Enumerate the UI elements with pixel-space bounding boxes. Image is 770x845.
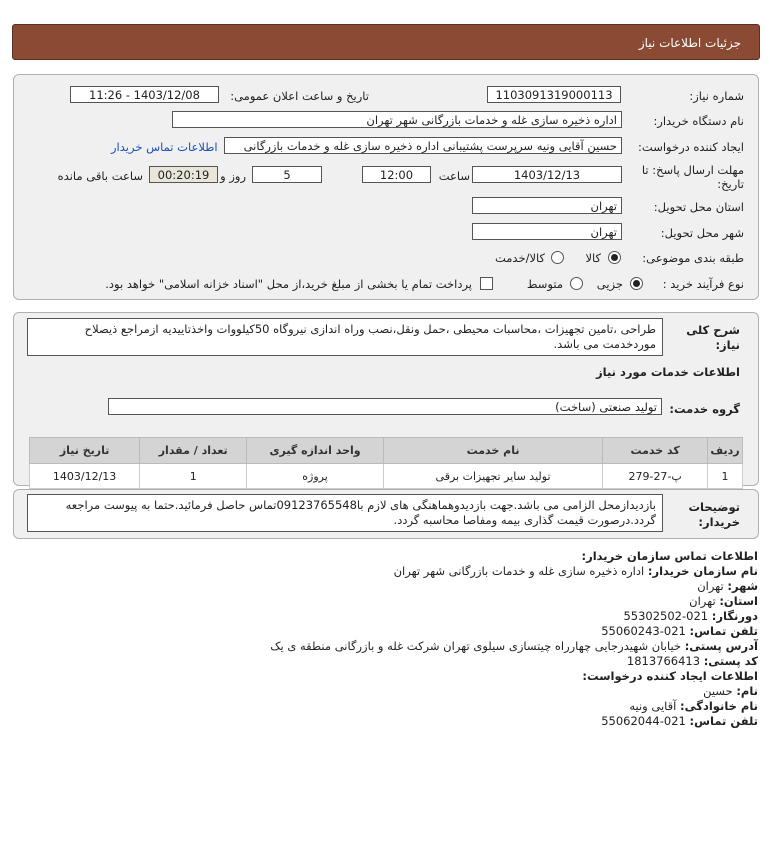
creator-phone: تلفن تماس: 021-55062044	[601, 714, 758, 728]
days-remaining-field: 5	[252, 166, 322, 183]
cell-row: 1	[708, 464, 743, 489]
category-goods-label: کالا	[585, 251, 601, 265]
deadline-date-label: تاریخ:	[717, 177, 744, 191]
cell-need-date: 1403/12/13	[30, 464, 140, 489]
col-service-code: کد خدمت	[603, 438, 708, 464]
creator-field: حسین آقایی ونیه سرپرست پشتیبانی اداره ذخیره سازی غله و خدمات بازرگانی	[224, 137, 622, 154]
contact-title: اطلاعات تماس سازمان خریدار:	[581, 549, 758, 563]
announce-date-field: 1403/12/08 - 11:26	[70, 86, 219, 103]
contact-org: نام سازمان خریدار: اداره ذخیره سازی غله و خدمات بازرگانی شهر تهران	[393, 564, 758, 578]
buyer-notes-label-2: خریدار:	[698, 515, 740, 529]
cell-quantity: 1	[140, 464, 247, 489]
need-number-label: شماره نیاز:	[689, 89, 744, 103]
page-title: جزئیات اطلاعات نیاز	[638, 36, 741, 50]
buyer-org-field: اداره ذخیره سازی غله و خدمات بازرگانی شهر تهران	[172, 111, 622, 128]
deadline-time-field: 12:00	[362, 166, 431, 183]
remaining-time-field: 00:20:19	[149, 166, 218, 183]
need-info-panel	[13, 74, 759, 300]
deadline-label: مهلت ارسال پاسخ: تا	[641, 163, 744, 177]
service-group-field: تولید صنعتی (ساخت)	[108, 398, 662, 415]
description-text: طراحی ،تامین تجهیزات ،محاسبات محیطی ،حمل ونقل،نصب وراه اندازی نیروگاه 50کیلووات واخذتاییدیه ازمراجع ذیصلاح موردخدمت می باشد.	[27, 318, 663, 356]
table-header-row	[30, 438, 743, 464]
creator-info-title: اطلاعات ایجاد کننده درخواست:	[582, 669, 758, 683]
creator-label: ایجاد کننده درخواست:	[638, 140, 744, 154]
city-field: تهران	[472, 223, 622, 240]
table-row	[30, 464, 743, 489]
col-need-date: تاریخ نیاز	[30, 438, 140, 464]
col-row: ردیف	[708, 438, 743, 464]
col-service-name: نام خدمت	[383, 438, 602, 464]
buyer-contact-link[interactable]: اطلاعات تماس خریدار	[111, 140, 218, 154]
cell-unit: پروژه	[247, 464, 384, 489]
days-label: روز و	[220, 169, 246, 183]
description-label: شرح کلی	[686, 323, 740, 337]
treasury-checkbox[interactable]	[480, 277, 493, 290]
services-table	[29, 437, 743, 489]
buyer-notes-text: بازدیدازمحل الزامی می باشد.جهت بازدیدوهماهنگی های لازم با09123765548تماس حاصل فرمائید.حتما به پیوست مراجعه گردد.درصورت قیمت گذاری بیمه ومفاصا محاسبه گردد.	[27, 494, 663, 532]
contact-postal: کد پستی: 1813766413	[626, 654, 758, 668]
category-goods-radio[interactable]	[608, 251, 621, 264]
process-label: نوع فرآیند خرید :	[662, 277, 744, 291]
contact-province: استان: تهران	[689, 594, 758, 608]
col-unit: واحد اندازه گیری	[247, 438, 384, 464]
announce-label: تاریخ و ساعت اعلان عمومی:	[230, 89, 369, 103]
city-label: شهر محل تحویل:	[660, 226, 744, 240]
category-goods-service-radio[interactable]	[551, 251, 564, 264]
services-section-title: اطلاعات خدمات مورد نیاز	[596, 365, 740, 379]
creator-first-name: نام: حسین	[703, 684, 758, 698]
province-field: تهران	[472, 197, 622, 214]
contact-phone: تلفن تماس: 021-55060243	[601, 624, 758, 638]
creator-last-name: نام خانوادگی: آقایی ونیه	[629, 699, 758, 713]
col-quantity: تعداد / مقدار	[140, 438, 247, 464]
process-medium-radio[interactable]	[570, 277, 583, 290]
province-label: استان محل تحویل:	[653, 200, 744, 214]
contact-address: آدرس پستی: خیابان شهیدرجایی چهارراه چیتسازی سیلوی تهران شرکت غله و بازرگانی منطقه ی یک	[270, 639, 758, 653]
description-label-2: نیاز:	[715, 338, 740, 352]
deadline-date-field: 1403/12/13	[472, 166, 622, 183]
need-number-field: 1103091319000113	[487, 86, 621, 103]
category-goods-service-label: کالا/خدمت	[494, 251, 545, 265]
cell-service-code: پ-27-279	[603, 464, 708, 489]
process-minor-radio[interactable]	[630, 277, 643, 290]
buyer-notes-label: توضیحات	[688, 500, 740, 514]
service-group-label: گروه خدمت:	[669, 402, 740, 416]
remaining-time-label: ساعت باقی مانده	[57, 169, 143, 183]
cell-service-name: تولید سایر تجهیزات برقی	[383, 464, 602, 489]
treasury-text: پرداخت تمام یا بخشی از مبلغ خرید،از محل "اسناد خزانه اسلامی" خواهد بود.	[105, 277, 472, 291]
page-header	[12, 24, 760, 60]
process-medium-label: متوسط	[526, 277, 563, 291]
contact-fax: دورنگار: 021-55302502	[623, 609, 758, 623]
deadline-time-label: ساعت	[438, 169, 470, 183]
process-minor-label: جزیی	[596, 277, 623, 291]
contact-city: شهر: تهران	[697, 579, 758, 593]
buyer-org-label: نام دستگاه خریدار:	[653, 114, 744, 128]
category-label: طبقه بندی موضوعی:	[642, 251, 744, 265]
